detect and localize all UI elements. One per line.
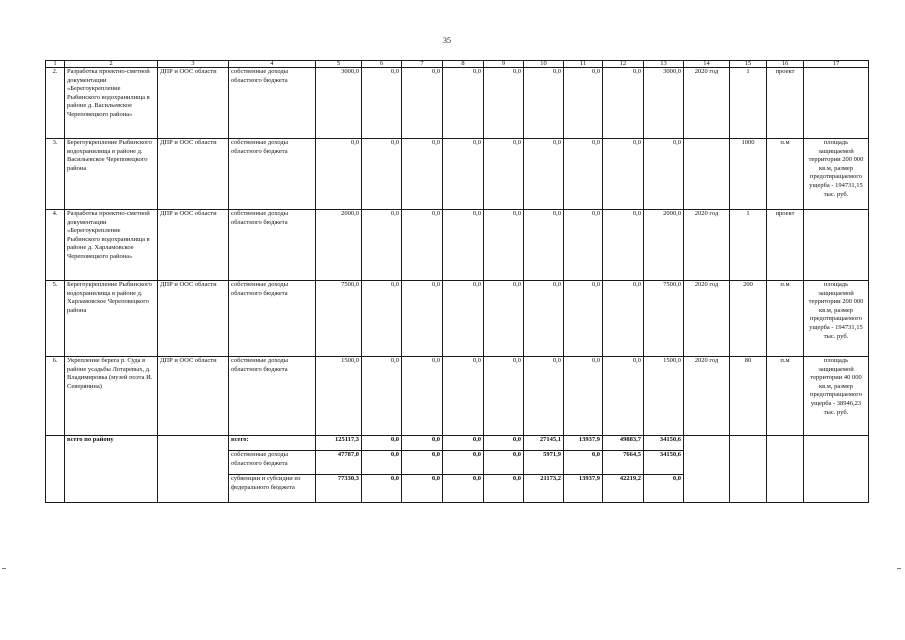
amount-total: 2000,0 xyxy=(316,210,362,281)
totals-value: 13937,9 xyxy=(564,475,603,503)
row-number: 6. xyxy=(46,357,65,436)
column-number: 16 xyxy=(767,61,804,68)
column-number: 5 xyxy=(316,61,362,68)
totals-value: 0,0 xyxy=(644,475,684,503)
totals-value: 0,0 xyxy=(443,436,484,451)
column-number: 15 xyxy=(730,61,767,68)
totals-value: 42219,2 xyxy=(603,475,644,503)
amount: 1500,0 xyxy=(644,357,684,436)
amount: 0,0 xyxy=(564,281,603,357)
executor: ДПР и ООС области xyxy=(158,68,229,139)
quantity: 1 xyxy=(730,68,767,139)
amount: 0,0 xyxy=(402,357,443,436)
funding-source: собственные доходы областного бюджета xyxy=(229,357,316,436)
amount: 0,0 xyxy=(603,139,644,210)
amount: 0,0 xyxy=(524,210,564,281)
totals-value: 77330,3 xyxy=(316,475,362,503)
column-number: 13 xyxy=(644,61,684,68)
amount: 0,0 xyxy=(603,281,644,357)
unit: п.м xyxy=(767,281,804,357)
amount-total: 7500,0 xyxy=(316,281,362,357)
amount: 0,0 xyxy=(484,68,524,139)
totals-source: всего: xyxy=(229,436,316,451)
totals-value: 49883,7 xyxy=(603,436,644,451)
column-number: 2 xyxy=(65,61,158,68)
totals-value: 0,0 xyxy=(402,436,443,451)
totals-value: 0,0 xyxy=(484,436,524,451)
deadline xyxy=(684,139,730,210)
scan-mark xyxy=(2,568,6,569)
row-number: 4. xyxy=(46,210,65,281)
amount: 0,0 xyxy=(564,68,603,139)
amount: 0,0 xyxy=(564,357,603,436)
column-number: 6 xyxy=(362,61,402,68)
row-number: 3. xyxy=(46,139,65,210)
amount: 0,0 xyxy=(603,68,644,139)
amount: 0,0 xyxy=(564,210,603,281)
column-number: 11 xyxy=(564,61,603,68)
totals-value: 7664,5 xyxy=(603,451,644,475)
executor: ДПР и ООС области xyxy=(158,139,229,210)
amount: 0,0 xyxy=(362,357,402,436)
column-number: 12 xyxy=(603,61,644,68)
totals-value: 0,0 xyxy=(402,475,443,503)
totals-label: всего по району xyxy=(65,436,158,503)
column-number: 7 xyxy=(402,61,443,68)
column-number: 14 xyxy=(684,61,730,68)
amount: 0,0 xyxy=(443,357,484,436)
amount-total: 0,0 xyxy=(316,139,362,210)
amount: 7500,0 xyxy=(644,281,684,357)
executor: ДПР и ООС области xyxy=(158,357,229,436)
item-name: Берегоукрепление Рыбинского водохранилища в районе д. Васильевское Череповецкого района xyxy=(65,139,158,210)
unit: проект xyxy=(767,68,804,139)
amount: 0,0 xyxy=(443,281,484,357)
item-name: Разработка проектно-сметной документации «Берегоукрепление Рыбинского водохранилища в районе д. Васильевское Череповецкого района» xyxy=(65,68,158,139)
totals-value: 34150,6 xyxy=(644,451,684,475)
column-number-row xyxy=(46,61,869,68)
amount: 0,0 xyxy=(443,139,484,210)
amount-total: 1500,0 xyxy=(316,357,362,436)
totals-value: 34150,6 xyxy=(644,436,684,451)
totals-value: 0,0 xyxy=(484,475,524,503)
column-number: 3 xyxy=(158,61,229,68)
amount-total: 3000,0 xyxy=(316,68,362,139)
amount: 0,0 xyxy=(484,139,524,210)
amount: 0,0 xyxy=(362,281,402,357)
deadline: 2020 год xyxy=(684,68,730,139)
amount: 0,0 xyxy=(402,139,443,210)
table-row xyxy=(46,68,869,139)
totals-source: собственные доходы областного бюджета xyxy=(229,451,316,475)
amount: 0,0 xyxy=(484,357,524,436)
column-number: 9 xyxy=(484,61,524,68)
amount: 0,0 xyxy=(484,281,524,357)
column-number: 4 xyxy=(229,61,316,68)
deadline: 2020 год xyxy=(684,357,730,436)
item-name: Берегоукрепление Рыбинского водохранилища в районе д. Харламовское Череповецкого района xyxy=(65,281,158,357)
amount: 0,0 xyxy=(402,281,443,357)
item-name: Разработка проектно-сметной документации «Берегоукрепление Рыбинского водохранилища в районе д. Харламовское Череповецкого района» xyxy=(65,210,158,281)
column-number: 10 xyxy=(524,61,564,68)
executor: ДПР и ООС области xyxy=(158,281,229,357)
totals-value: 0,0 xyxy=(443,475,484,503)
table-row xyxy=(46,139,869,210)
item-name: Укрепление берега р. Суда в районе усадьбы Лотаревых, д. Владимировка (музей поэта И. Северянина) xyxy=(65,357,158,436)
totals-value: 0,0 xyxy=(443,451,484,475)
totals-value: 13937,9 xyxy=(564,436,603,451)
result-description: площадь защищаемой территории 200 000 кв.м, размер предотвращаемого ущерба - 194731,15 тыс. руб. xyxy=(804,281,869,357)
scan-mark xyxy=(897,568,901,569)
deadline: 2020 год xyxy=(684,210,730,281)
totals-value: 0,0 xyxy=(362,475,402,503)
amount: 0,0 xyxy=(402,68,443,139)
funding-source: собственные доходы областного бюджета xyxy=(229,281,316,357)
funding-source: собственные доходы областного бюджета xyxy=(229,68,316,139)
amount: 3000,0 xyxy=(644,68,684,139)
result-description xyxy=(804,210,869,281)
executor: ДПР и ООС области xyxy=(158,210,229,281)
totals-value: 5971,9 xyxy=(524,451,564,475)
amount: 0,0 xyxy=(644,139,684,210)
totals-value: 0,0 xyxy=(564,451,603,475)
amount: 0,0 xyxy=(443,210,484,281)
amount: 0,0 xyxy=(603,210,644,281)
page-number: 35 xyxy=(443,36,451,45)
amount: 0,0 xyxy=(524,139,564,210)
amount: 0,0 xyxy=(564,139,603,210)
totals-value: 21173,2 xyxy=(524,475,564,503)
amount: 0,0 xyxy=(362,210,402,281)
table-row xyxy=(46,357,869,436)
unit: п.м xyxy=(767,357,804,436)
totals-value: 125117,3 xyxy=(316,436,362,451)
unit: проект xyxy=(767,210,804,281)
amount: 0,0 xyxy=(603,357,644,436)
totals-source: субвенции и субсидии из федерального бюджета xyxy=(229,475,316,503)
totals-value: 27145,1 xyxy=(524,436,564,451)
totals-value: 0,0 xyxy=(402,451,443,475)
amount: 0,0 xyxy=(524,357,564,436)
amount: 0,0 xyxy=(402,210,443,281)
result-description xyxy=(804,68,869,139)
quantity: 1000 xyxy=(730,139,767,210)
funding-source: собственные доходы областного бюджета xyxy=(229,139,316,210)
result-description: площадь защищаемой территории 200 000 кв.м, размер предотвращаемого ущерба - 194731,15 тыс. руб. xyxy=(804,139,869,210)
amount: 0,0 xyxy=(524,281,564,357)
quantity: 1 xyxy=(730,210,767,281)
quantity: 80 xyxy=(730,357,767,436)
column-number: 1 xyxy=(46,61,65,68)
amount: 0,0 xyxy=(443,68,484,139)
amount: 0,0 xyxy=(484,210,524,281)
row-number: 2. xyxy=(46,68,65,139)
column-number: 17 xyxy=(804,61,869,68)
totals-value: 47787,0 xyxy=(316,451,362,475)
totals-value: 0,0 xyxy=(484,451,524,475)
amount: 0,0 xyxy=(524,68,564,139)
data-rows xyxy=(46,68,869,436)
deadline: 2020 год xyxy=(684,281,730,357)
totals-block xyxy=(46,436,869,503)
table-row xyxy=(46,210,869,281)
table-row xyxy=(46,281,869,357)
budget-table xyxy=(45,60,869,503)
row-number: 5. xyxy=(46,281,65,357)
funding-source: собственные доходы областного бюджета xyxy=(229,210,316,281)
amount: 2000,0 xyxy=(644,210,684,281)
totals-value: 0,0 xyxy=(362,436,402,451)
unit: п.м xyxy=(767,139,804,210)
column-number: 8 xyxy=(443,61,484,68)
amount: 0,0 xyxy=(362,139,402,210)
amount: 0,0 xyxy=(362,68,402,139)
totals-value: 0,0 xyxy=(362,451,402,475)
quantity: 200 xyxy=(730,281,767,357)
totals-row-all xyxy=(46,436,869,451)
result-description: площадь защищаемой территории 40 000 кв.м, размер предотвращаемого ущерба - 38946,23 тыс. руб. xyxy=(804,357,869,436)
